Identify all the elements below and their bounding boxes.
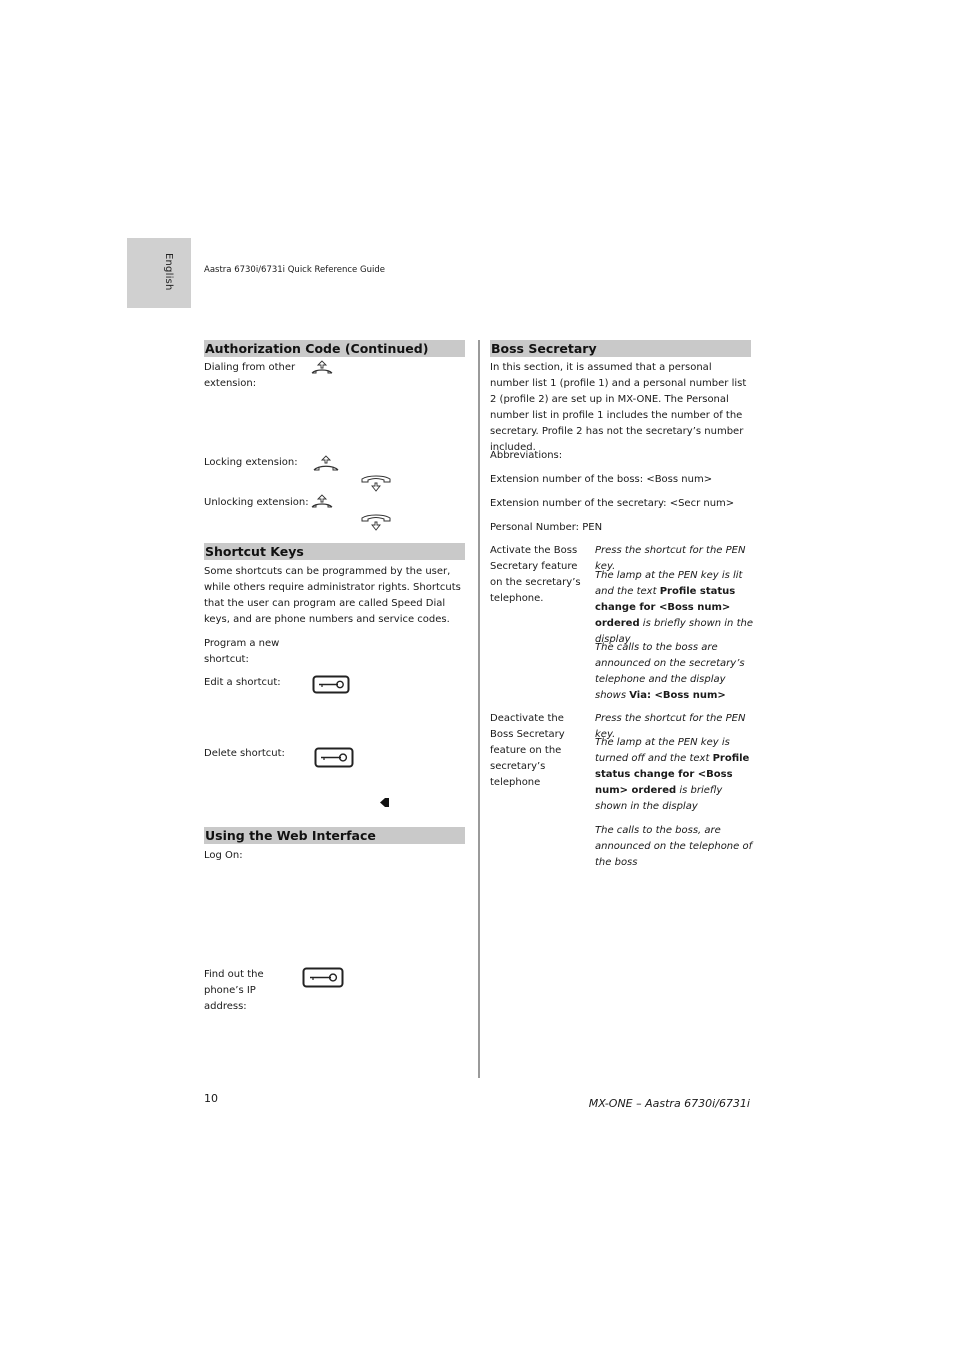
shortcut-intro: Some shortcuts can be programmed by the user, while others require administrator rights. Shortcuts that the user can program are called Speed Dial keys, and are phone numbers and service codes. [204,566,461,625]
handset-onhook-icon [360,513,392,531]
options-key-icon [314,747,354,768]
deactivate-label: Deactivate the Boss Secretary feature on the secretary’s telephone [490,713,565,788]
language-label: English [163,253,174,291]
section-title-authorization: Authorization Code (Continued) [204,340,465,357]
personal-number-text: Personal Number: PEN [490,522,603,533]
section-title-web-interface: Using the Web Interface [204,827,465,844]
handset-offhook-icon [312,455,340,473]
logon-label: Log On: [204,850,243,861]
backspace-arrow-icon [379,797,391,808]
page-header: Aastra 6730i/6731i Quick Reference Guide [204,265,385,275]
handset-offhook-icon [310,360,334,376]
program-shortcut-label: Program a new shortcut: [204,638,280,665]
deactivate-step-3: The calls to the boss, are announced on the telephone of the boss [595,825,753,868]
activate-step-3: The calls to the boss are announced on the secretary’s telephone and the display shows Via: <Boss num> [595,642,745,701]
dialing-label: Dialing from other extension: [204,362,296,389]
activate-step-2: The lamp at the PEN key is lit and the text Profile status change for <Boss num> ordered is briefly shown in the display [595,570,753,645]
find-ip-label: Find out the phone’s IP address: [204,969,264,1012]
activate-step-1: Press the shortcut for the PEN key. [595,545,746,572]
section-title-shortcut-keys: Shortcut Keys [204,543,465,560]
unlocking-label: Unlocking extension: [204,497,309,508]
abbreviations-label: Abbreviations: [490,450,563,461]
language-tab [127,238,191,308]
activate-label: Activate the Boss Secretary feature on the secretary’s telephone. [490,545,581,604]
deactivate-step-1: Press the shortcut for the PEN key. [595,713,746,740]
locking-label: Locking extension: [204,457,298,468]
boss-secretary-intro: In this section, it is assumed that a personal number list 1 (profile 1) and a personal number list 2 (profile 2) are set up in MX-ONE. The Personal number list in profile 1 includes the number of the secretary. Profile 2 has not the secretary’s number included. [490,362,747,453]
deactivate-step-2: The lamp at the PEN key is turned off and the text Profile status change for <Boss num> ordered is briefly shown in the display [595,737,750,812]
footer-product: MX-ONE – Aastra 6730i/6731i [588,1097,750,1110]
edit-shortcut-label: Edit a shortcut: [204,677,281,688]
secretary-extension-text: Extension number of the secretary: <Secr num> [490,498,735,509]
column-divider [478,340,480,1078]
handset-offhook-icon [310,494,334,510]
options-key-icon [312,675,350,694]
delete-shortcut-label: Delete shortcut: [204,748,285,759]
options-key-icon [302,967,344,988]
boss-extension-text: Extension number of the boss: <Boss num> [490,474,713,485]
handset-onhook-icon [360,474,392,492]
page-number: 10 [204,1092,218,1105]
section-title-boss-secretary: Boss Secretary [490,340,751,357]
